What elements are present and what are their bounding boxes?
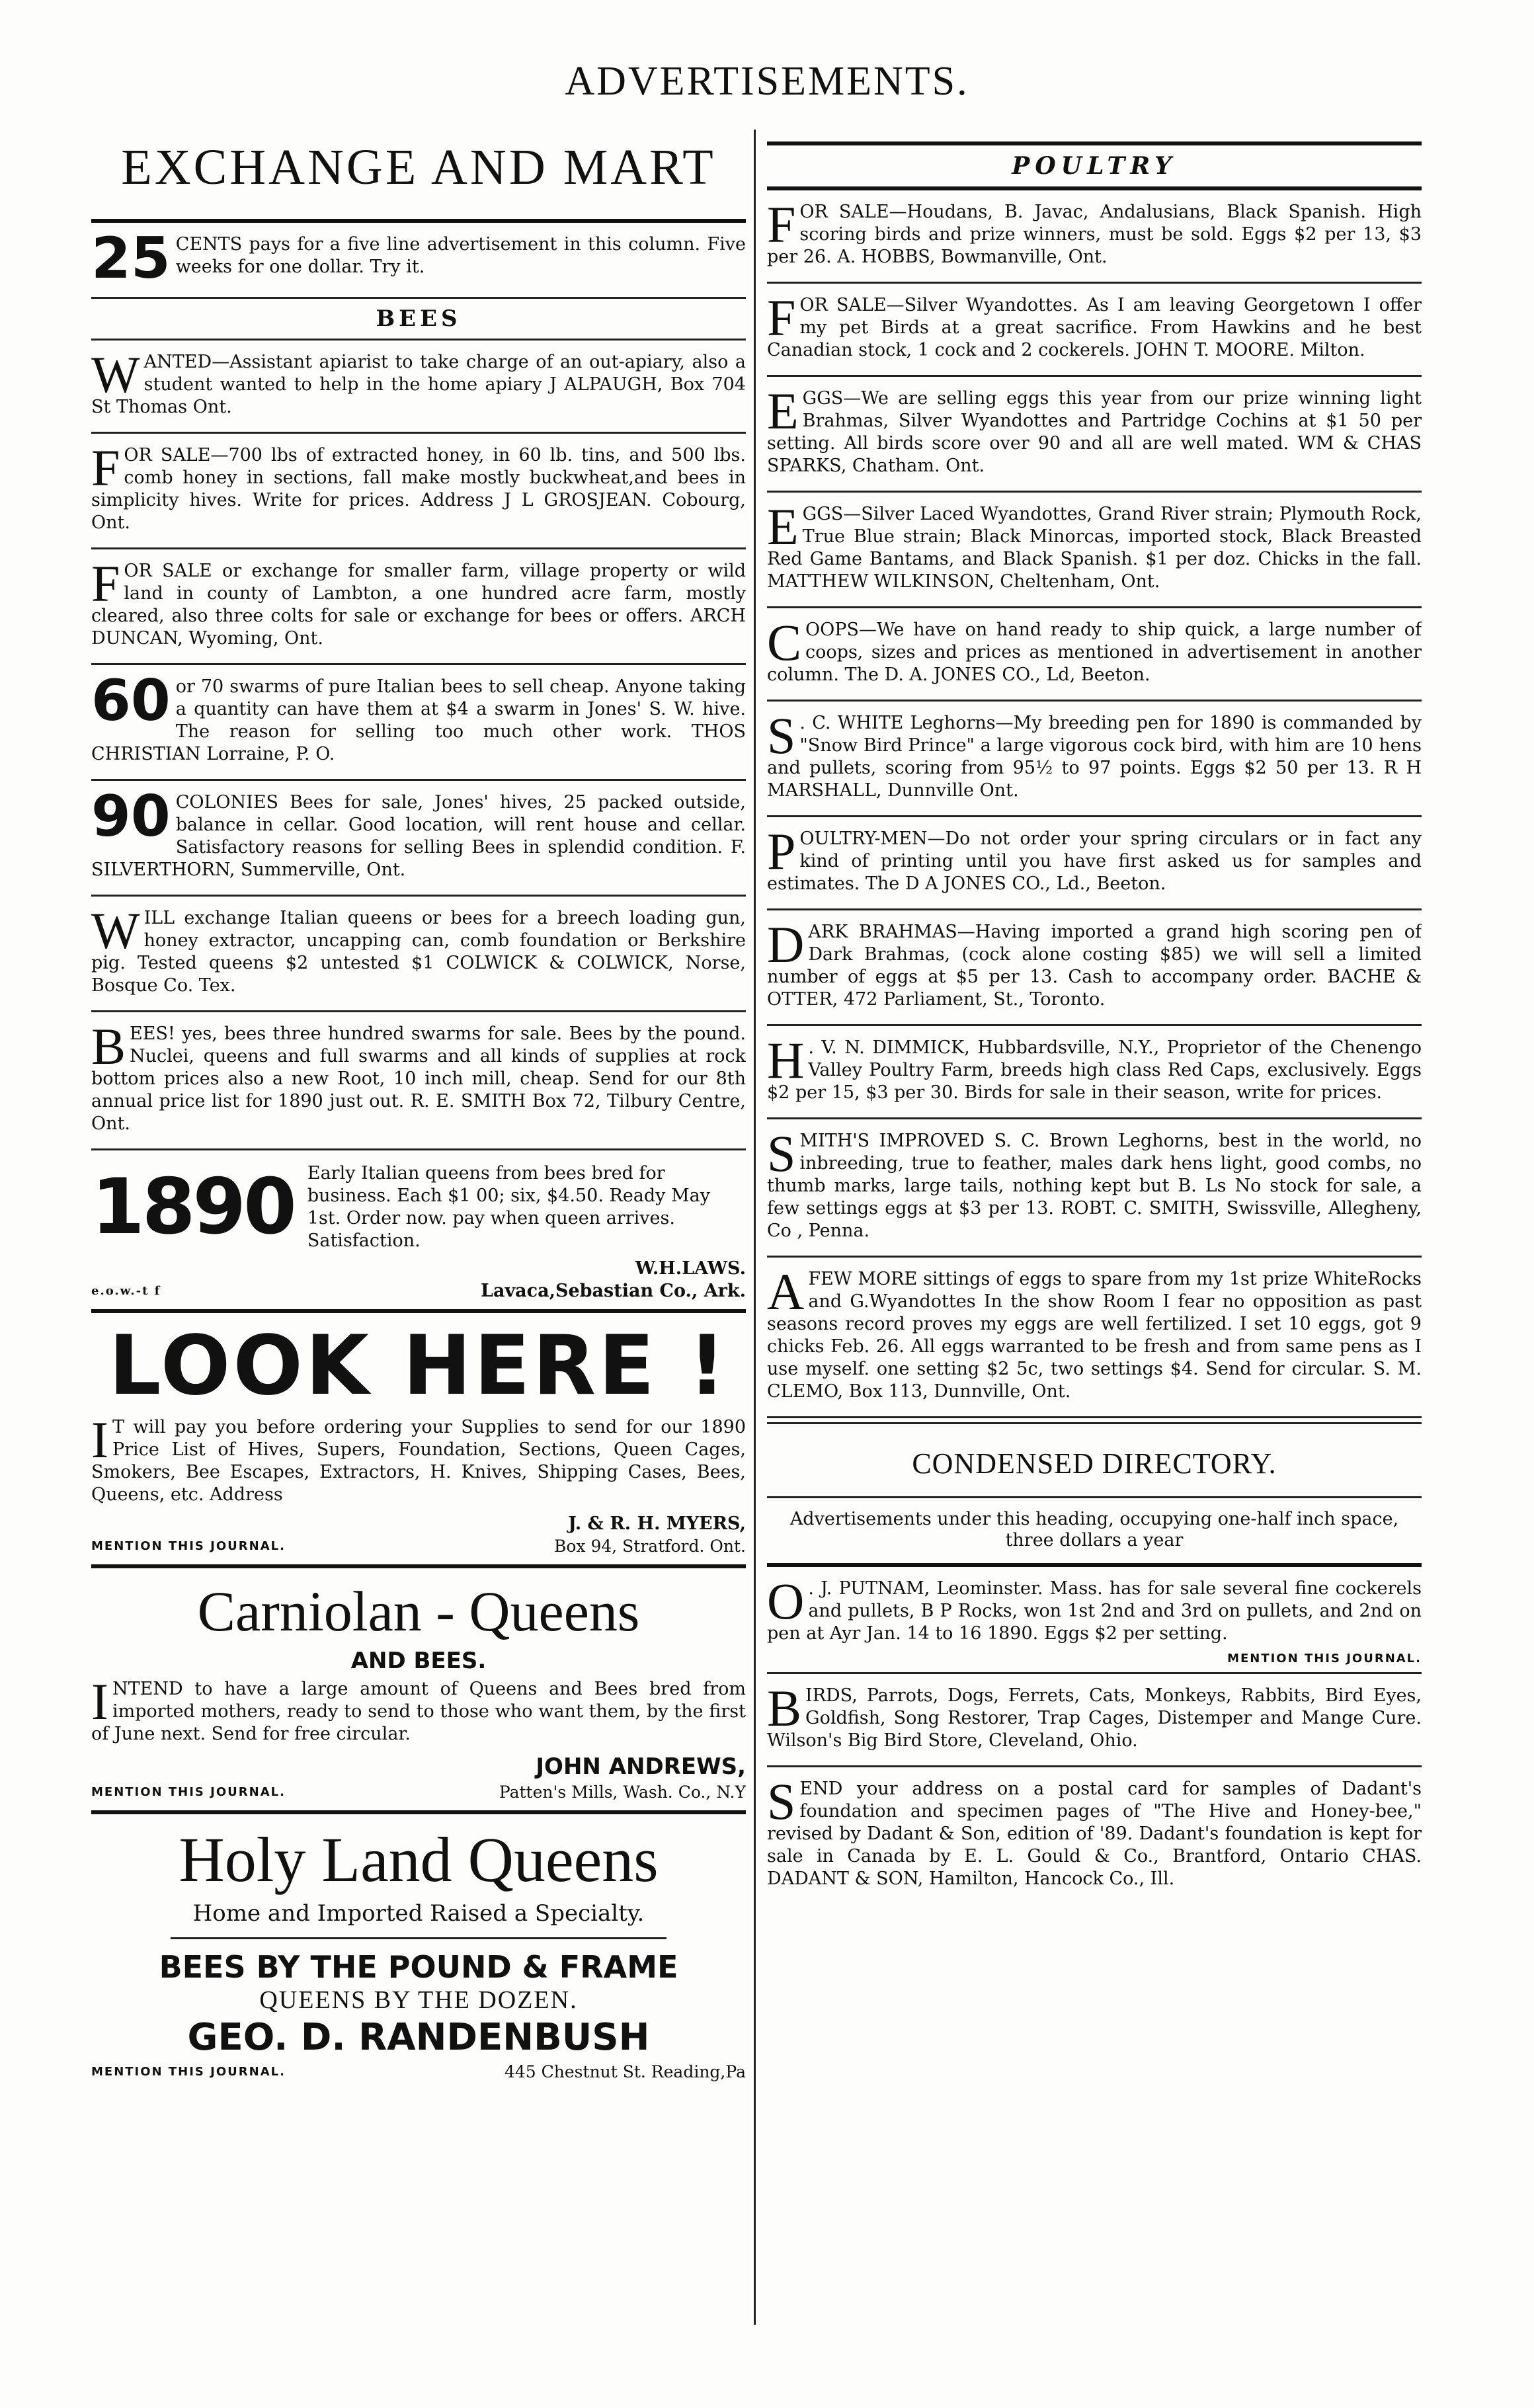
bees-ad-5 [91,783,746,888]
rule [767,1256,1422,1258]
holy-land-title: Holy Land Queens [179,1824,659,1895]
bees-ad-7 [91,1019,746,1142]
ad-text: OR SALE—700 lbs of extracted honey, in 60 lb. tins, and 500 lbs. comb honey in sections, fall make mostly buckwheat,and bees in simplicity hives. Write for prices. Address J L GROSJEAN. Cobourg, Ont. [91,445,746,533]
rule [767,141,1422,145]
poultry-ad-5 [767,615,1422,693]
condensed-directory-title: CONDENSED DIRECTORY. [912,1447,1277,1480]
rule [91,779,746,781]
poultry-ad-8 [767,917,1422,1018]
ad-text: GGS—Silver Laced Wyandottes, Grand River strain; Plymouth Rock, True Blue strain; Black Minorcas, imported stock, Black Breasted Red Game Bantams, and Black Spanish. $1 per doz. Chicks in the fall. MATTHEW WILKINSON, Cheltenham, Ont. [767,504,1422,592]
carniolan-footer [91,1781,746,1804]
drop-cap: I [91,1673,108,1730]
drop-cap: E [767,382,799,440]
year-ad-signature-place: Lavaca,Sebastian Co., Ark. [480,1281,746,1301]
rule [767,815,1422,817]
year-number: 1890 [91,1162,294,1252]
drop-cap: P [767,823,796,880]
bees-ad-4 [91,668,746,772]
intro-ad [91,225,746,292]
drop-cap: B [91,1018,126,1075]
ad-text: . C. WHITE Leghorns—My breeding pen for 1890 is commanded by "Snow Bird Prince" a large vigorous cock bird, with him are 10 hens and pullets, scoring from 95½ to 97 points. Eggs $2 50 per 13. R H MARSHALL, Dunnville Ont. [767,713,1422,801]
carniolan-title: Carniolan - Queens [197,1580,640,1643]
ad-text: . J. PUTNAM, Leominster. Mass. has for sale several fine cockerels and pullets, B P Rocks, won 1st 2nd and 3rd on pullets, and 2nd on pen at Ayr Jan. 14 to 16 1890. Eggs $2 per setting. [767,1578,1422,1644]
holy-land-address: 445 Chestnut St. Reading,Pa [504,2062,746,2081]
poultry-ad-3 [767,383,1422,484]
ad-text: OR SALE or exchange for smaller farm, village property or wild land in county of Lambton, a one hundred acre farm, mostly cleared, also three colts for sale or exchange for bees or offers. ARCH DUNCAN, Wyoming, Ont. [91,561,746,649]
ad-text: ARK BRAHMAS—Having imported a grand high scoring pen of Dark Brahmas, (cock alone costing $85) we will sell a limited number of eggs at $5 per 13. Cash to accompany order. BACHE & OTTER, 472 Parliament, St., Toronto. [767,922,1422,1010]
year-ad-code: e.o.w.-t f [91,1284,161,1298]
poultry-ad-9 [767,1033,1422,1111]
bees-section-title: BEES [376,305,462,332]
poultry-ad-11 [767,1264,1422,1410]
holy-land-footer [91,2061,746,2083]
ad-text: OR SALE—Houdans, B. Javac, Andalusians, Black Spanish. High scoring birds and prize winners, must be sold. Eggs $2 per 13, $3 per 26. A. HOBBS, Bowmanville, Ont. [767,202,1422,267]
drop-cap: F [91,439,120,497]
bees-ad-2 [91,440,746,541]
rule [767,1563,1422,1567]
rule [91,895,746,897]
rule [767,1024,1422,1026]
drop-cap: F [767,289,796,346]
poultry-ad-2 [767,290,1422,368]
look-here-address: Box 94, Stratford. Ont. [554,1537,746,1556]
ad-text: EES! yes, bees three hundred swarms for sale. Bees by the pound. Nuclei, queens and full swarms and all kinds of supplies at rock bottom prices also a new Root, 10 inch mill, cheap. Send for our 8th annual price list for 1890 just out. R. E. SMITH Box 72, Tilbury Centre, Ont. [91,1023,746,1134]
ad-text: END your address on a postal card for samples of Dadant's foundation and specimen pages of "The Hive and Honey-bee," revised by Dadant & Son, edition of '89. Dadant's foundation is kept for sale in Canada by E. L. Gould & Co., Brantford, Ontario CHAS. DADANT & SON, Hamilton, Hancock Co., Ill. [767,1779,1422,1889]
rule [91,1309,746,1313]
rule [91,297,746,299]
left-column [91,126,746,2327]
drop-cap: F [767,196,796,253]
drop-cap: F [91,555,120,612]
mention-journal: MENTION THIS JOURNAL. [91,1785,286,1799]
rule [91,432,746,434]
rule [767,375,1422,377]
randenbush-name: GEO. D. RANDENBUSH [187,2016,650,2059]
look-here-title: LOOK HERE ! [108,1318,729,1414]
ad-text: COLONIES Bees for sale, Jones' hives, 25 packed outside, balance in cellar. Good location, will rent house and cellar. Satisfactory reasons for selling Bees in splendid condition. F. SILVERTHORN, Summerville, Ont. [91,792,746,880]
bees-by-pound: BEES BY THE POUND & FRAME [159,1949,678,1985]
rule [767,700,1422,702]
drop-cap: A [767,1263,805,1320]
ad-text: MITH'S IMPROVED S. C. Brown Leghorns, best in the world, no inbreeding, true to feather, males dark hens light, good combs, no thumb marks, large tails, nothing kept but B. Ls No stock for sale, a few settings eggs at $3 per 13. ROBT. C. SMITH, Swissville, Allegheny, Co , Penna. [767,1131,1422,1241]
rule [767,1496,1422,1498]
ad-number: 90 [91,783,171,850]
poultry-section-title: POULTRY [1012,152,1177,180]
ad-text: FEW MORE sittings of eggs to spare from my 1st prize WhiteRocks and G.Wyandottes In the show Room I fear no opposition as past seasons record proves my eggs are well fertilized. I set 10 eggs, got 9 chicks Feb. 26. All eggs warranted to be fresh and from same pens as I use myself. one setting $2 5c, two settings $4. Send for circular. S. M. CLEMO, Box 113, Dunnville, Ont. [767,1269,1422,1402]
year-ad-signature-name: W.H.LAWS. [635,1258,746,1279]
condensed-directory-note: Advertisements under this heading, occupying one-half inch space, three dollars a year [789,1509,1399,1550]
ad-text: ANTED—Assistant apiarist to take charge of an out-apiary, also a student wanted to help in the home apiary J ALPAUGH, Box 704 St Thomas Ont. [91,352,746,417]
bees-ad-1 [91,347,746,425]
drop-cap: W [91,346,140,403]
column-divider [754,130,756,2325]
rule [91,219,746,223]
rule [767,282,1422,284]
poultry-ad-7 [767,824,1422,902]
carniolan-signature: JOHN ANDREWS, [536,1753,746,1780]
bees-ad-3 [91,556,746,657]
poultry-ad-1 [767,197,1422,275]
year-ad-footer [91,1280,746,1303]
ad-text: or 70 swarms of pure Italian bees to sell cheap. Anyone taking a quantity can have them at $4 a swarm in Jones' S. W. hive. The reason for selling too much other work. THOS CHRISTIAN Lorraine, P. O. [91,676,746,764]
rule [91,339,746,341]
intro-number: 25 [91,225,171,292]
rule [767,1672,1422,1674]
carniolan-address: Patten's Mills, Wash. Co., N.Y [499,1783,746,1802]
ad-text: T will pay you before ordering your Supplies to send for our 1890 Price List of Hives, Supers, Foundation, Sections, Queen Cages, Smokers, Bee Escapes, Extractors, H. Knives, Shipping Cases, Bees, Queens, etc. Address [91,1417,746,1505]
rule [91,1810,746,1814]
drop-cap: I [91,1411,108,1468]
rule [767,491,1422,493]
carniolan-ad [91,1674,746,1752]
rule [767,1765,1422,1767]
ad-text: . V. N. DIMMICK, Hubbardsville, N.Y., Proprietor of the Chenengo Valley Poultry Farm, breeds high class Red Caps, exclusively. Eggs $2 per 15, $3 per 30. Birds for sale in their season, write for prices. [767,1037,1422,1103]
exchange-and-mart-title: EXCHANGE AND MART [121,140,716,195]
ad-text: NTEND to have a large amount of Queens and Bees bred from imported mothers, ready to send to those who want them, by the first of June next. Send for free circular. [91,1679,746,1744]
ad-text: GGS—We are selling eggs this year from our prize winning light Brahmas, Silver Wyandottes and Partridge Cochins at $1 50 per setting. All birds score over 90 and all are well mated. WM & CHAS SPARKS, Chatham. Ont. [767,388,1422,476]
drop-cap: S [767,707,796,764]
poultry-ad-10 [767,1126,1422,1249]
rule [91,1010,746,1012]
intro-text: CENTS pays for a five line advertisement in this column. Five weeks for one dollar. Try it. [175,234,746,277]
look-here-ad [91,1412,746,1513]
drop-cap: D [767,916,805,973]
drop-cap: S [767,1773,796,1830]
rule [767,186,1422,190]
rule [767,1416,1422,1424]
drop-cap: E [767,498,799,555]
ad-text: IRDS, Parrots, Dogs, Ferrets, Cats, Monkeys, Rabbits, Bird Eyes, Goldfish, Song Restorer, Trap Cages, Distemper and Mange Cure. Wilson's Big Bird Store, Cleveland, Ohio. [767,1685,1422,1751]
ad-text: OOPS—We have on hand ready to ship quick, a large number of coops, sizes and prices as mentioned in advertisement in another column. The D. A. JONES CO., Ld, Beeton. [767,620,1422,685]
year-ad [91,1157,746,1258]
rule [767,1117,1422,1119]
rule [91,547,746,549]
page-header: ADVERTISEMENTS. [565,59,969,104]
directory-ad-1 [767,1574,1422,1652]
right-column [767,126,1422,2327]
year-ad-text: Early Italian queens from bees bred for business. Each $1 00; six, $4.50. Ready May 1st. Order now. pay when queen arrives. Satisfaction. [307,1163,711,1251]
drop-cap: C [767,614,802,671]
carniolan-subtitle: AND BEES. [350,1648,487,1674]
ad-text: ILL exchange Italian queens or bees for a breech loading gun, honey extractor, uncapping can, comb foundation or Berkshire pig. Tested queens $2 untested $1 COLWICK & COLWICK, Norse, Bosque Co. Tex. [91,908,746,996]
rule [767,908,1422,910]
ad-number: 60 [91,668,171,734]
look-here-signature: J. & R. H. MYERS, [568,1513,746,1534]
rule [767,606,1422,608]
drop-cap: W [91,902,140,959]
look-here-footer [91,1535,746,1558]
rule [91,663,746,665]
drop-cap: O [767,1572,805,1630]
drop-cap: B [767,1679,802,1737]
poultry-ad-6 [767,708,1422,809]
rule [91,1564,746,1568]
holy-land-subtitle: Home and Imported Raised a Specialty. [192,1900,645,1927]
queens-by-dozen: QUEENS BY THE DOZEN. [259,1986,578,2014]
mention-journal: MENTION THIS JOURNAL. [91,1539,286,1553]
drop-cap: H [767,1031,805,1089]
drop-cap: S [767,1125,796,1182]
poultry-ad-4 [767,499,1422,600]
bees-ad-6 [91,903,746,1004]
ad-text: OR SALE—Silver Wyandottes. As I am leaving Georgetown I offer my pet Birds at a great sacrifice. From Hawkins and he best Canadian stock, 1 cock and 2 cockerels. JOHN T. MOORE. Milton. [767,295,1422,360]
mention-journal: MENTION THIS JOURNAL. [91,2065,286,2079]
mention-journal: MENTION THIS JOURNAL. [1227,1652,1422,1666]
rule [91,1148,746,1150]
rule [171,1937,666,1939]
directory-ad-3 [767,1774,1422,1897]
ad-text: OULTRY-MEN—Do not order your spring circulars or in fact any kind of printing until you have first asked us for samples and estimates. The D A JONES CO., Ld., Beeton. [767,828,1422,894]
directory-ad-2 [767,1681,1422,1759]
